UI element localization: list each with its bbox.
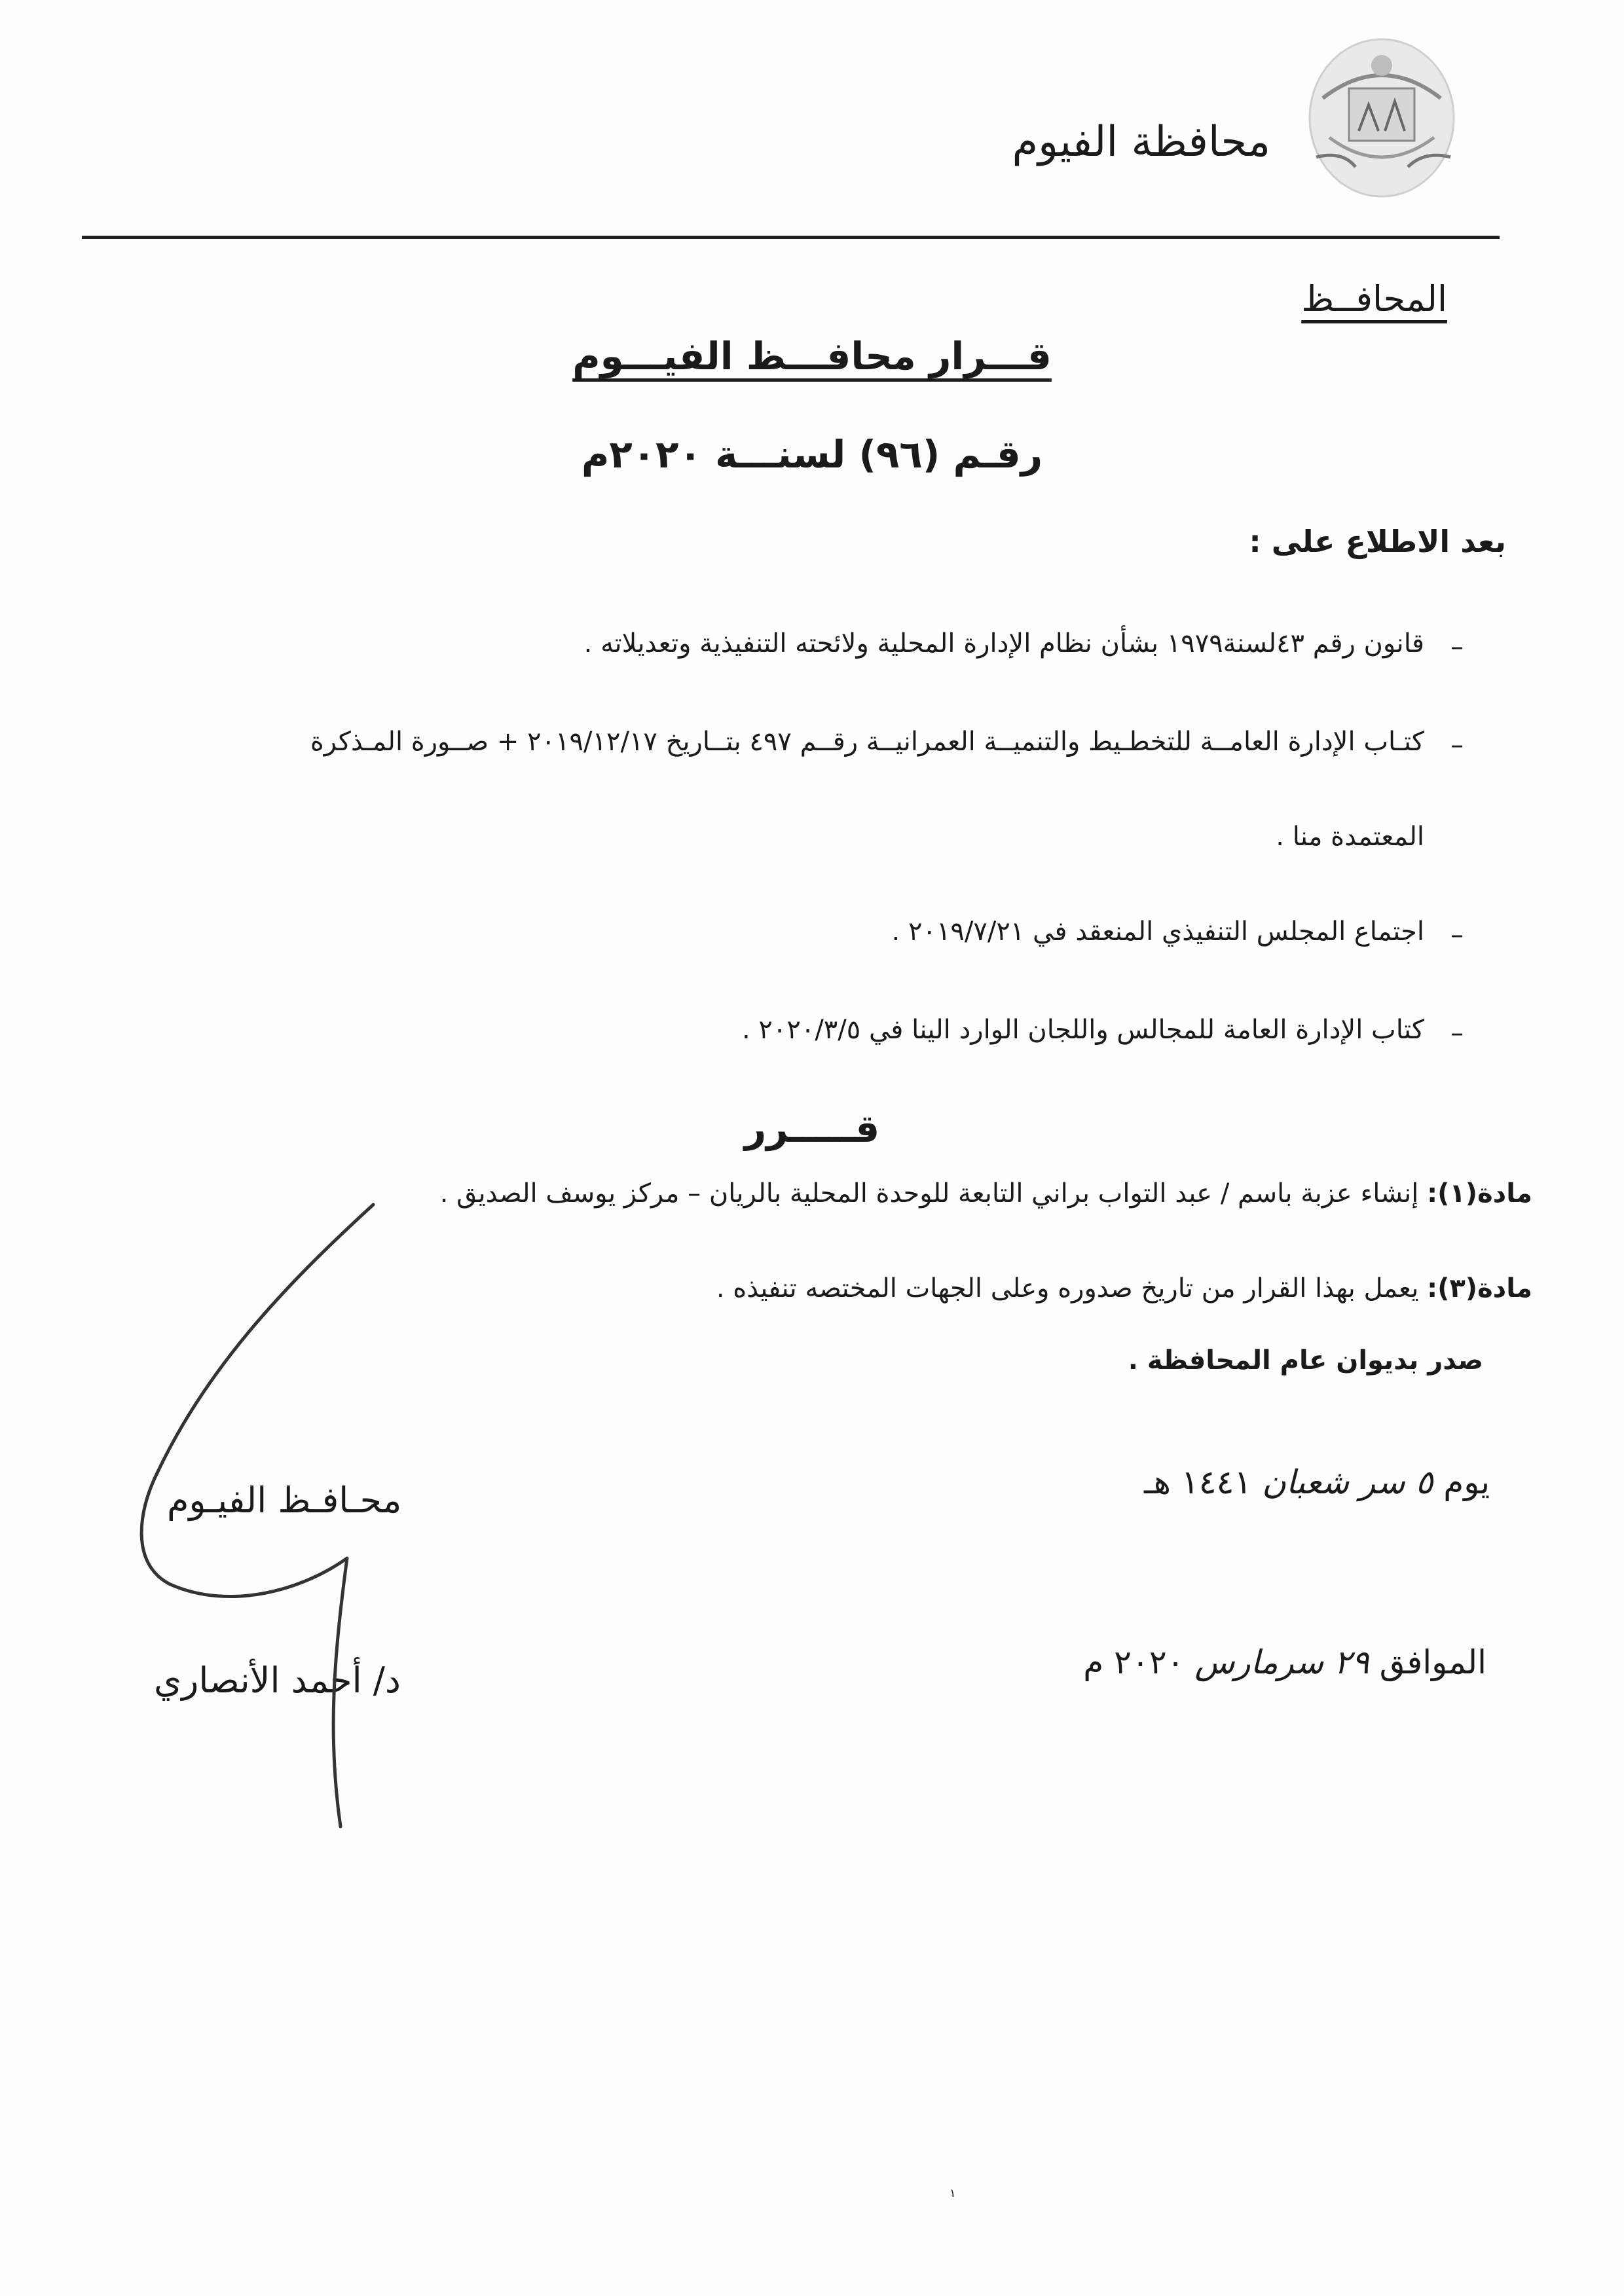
decree-title: قـــرار محافـــظ الفيـــوم: [572, 334, 1052, 378]
hijri-date: [1144, 1463, 1490, 1501]
article-3: [716, 1273, 1532, 1303]
decision-heading: قـــــرر: [744, 1106, 880, 1151]
issued-statement: صدر بديوان عام المحافظة .: [1128, 1345, 1483, 1376]
date-year: ٢٠٢٠ م: [1083, 1643, 1185, 1681]
date-year: ١٤٤١ هـ: [1143, 1463, 1252, 1501]
governorate-name: محافظة الفيوم: [1012, 118, 1270, 166]
date-prefix: يوم: [1443, 1463, 1490, 1501]
reference-item: قانون رقم ٤٣لسنة١٩٧٩ بشأن نظام الإدارة المحلية ولائحته التنفيذية وتعديلاته .: [583, 629, 1424, 659]
bullet-dash: –: [1450, 920, 1464, 950]
header-divider: [82, 236, 1500, 239]
article-1: [440, 1178, 1532, 1209]
preamble-intro: بعد الاطلاع على :: [1249, 524, 1506, 559]
handwritten-date: ٥ سر شعبان: [1262, 1463, 1433, 1501]
bullet-dash: –: [1450, 1018, 1464, 1048]
signatory-name: د/ أحمد الأنصاري: [154, 1660, 401, 1701]
reference-item: كتـاب الإدارة العامــة للتخطـيط والتنميــة العمرانيــة رقــم ٤٩٧ بتــاريخ ٢٠١٩/١٢/١٧ + صــورة المـذكرة: [310, 727, 1424, 757]
handwritten-date: ٢٩ سرمارس: [1194, 1643, 1369, 1681]
governorate-emblem-icon: [1303, 26, 1460, 203]
signatory-title: محـافـظ الفيـوم: [167, 1480, 402, 1521]
article-text: إنشاء عزبة باسم / عبد التواب براني التابعة للوحدة المحلية بالريان – مركز يوسف الصديق .: [439, 1178, 1428, 1209]
page-number: ١: [950, 2187, 956, 2200]
article-text: يعمل بهذا القرار من تاريخ صدوره وعلى الجهات المختصه تنفيذه .: [716, 1273, 1428, 1303]
article-label: مادة(٣):: [1427, 1273, 1532, 1303]
office-label: المحافــظ: [1301, 278, 1447, 319]
reference-item-continuation: المعتمدة منا .: [1276, 822, 1424, 852]
handwritten-signature-icon: [131, 1198, 458, 1840]
decree-number: رقـم (٩٦) لسنـــة ٢٠٢٠م: [581, 432, 1043, 477]
gregorian-date: [1083, 1643, 1486, 1681]
date-prefix: الموافق: [1379, 1643, 1486, 1681]
bullet-dash: –: [1450, 730, 1464, 760]
bullet-dash: –: [1450, 632, 1464, 662]
reference-item: اجتماع المجلس التنفيذي المنعقد في ٢٠١٩/٧/٢١ .: [891, 917, 1424, 947]
article-label: مادة(١):: [1427, 1178, 1532, 1209]
reference-item: كتاب الإدارة العامة للمجالس واللجان الوارد الينا في ٢٠٢٠/٣/٥ .: [741, 1015, 1424, 1045]
